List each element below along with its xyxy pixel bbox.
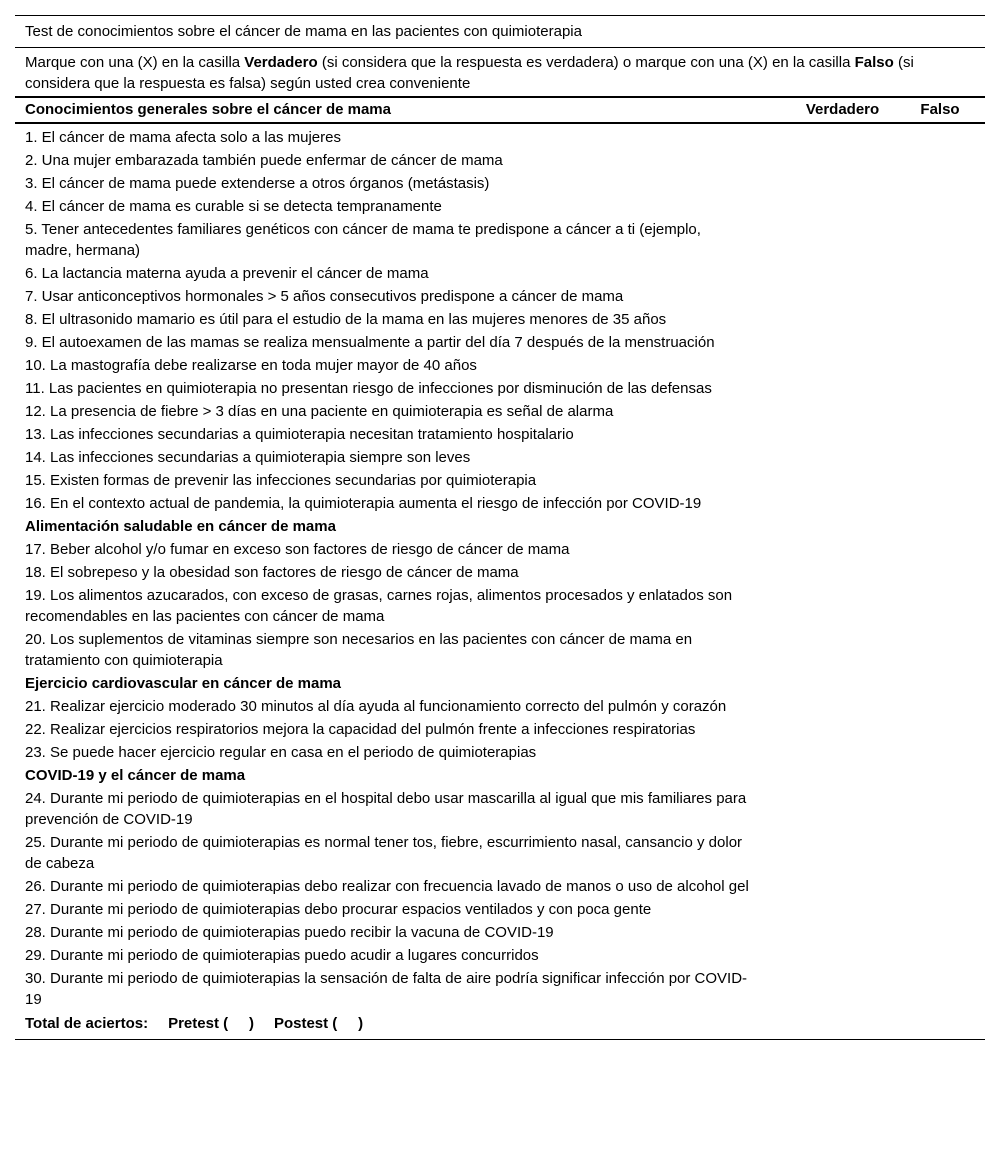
header-section-title: Conocimientos generales sobre el cáncer de mama <box>25 101 391 118</box>
section-row <box>15 515 985 538</box>
question-text: 19. Los alimentos azucarados, con exceso de grasas, carnes rojas, alimentos procesados y enlatados son recomendables en las pacientes con cáncer de mama <box>25 587 733 625</box>
table-header <box>15 96 985 124</box>
false-checkbox-cell[interactable] <box>895 492 975 515</box>
true-checkbox-cell[interactable] <box>750 195 895 218</box>
question-text: 5. Tener antecedentes familiares genéticos con cáncer de mama te predispone a cáncer a ti (ejemplo, madre, hermana) <box>25 221 701 259</box>
true-checkbox-cell[interactable] <box>750 469 895 492</box>
question-text: 23. Se puede hacer ejercicio regular en casa en el periodo de quimioterapias <box>25 744 537 761</box>
question-text: 6. La lactancia materna ayuda a prevenir el cáncer de mama <box>25 265 429 282</box>
question-row <box>15 831 985 875</box>
question-row <box>15 308 985 331</box>
question-row <box>15 126 985 149</box>
true-checkbox-cell[interactable] <box>750 944 895 967</box>
questionnaire-table <box>15 15 985 1040</box>
false-checkbox-cell[interactable] <box>895 126 975 149</box>
true-checkbox-cell[interactable] <box>750 898 895 921</box>
question-text: 7. Usar anticonceptivos hormonales > 5 años consecutivos predispone a cáncer de mama <box>25 288 624 305</box>
question-text: 8. El ultrasonido mamario es útil para el estudio de la mama en las mujeres menores de 35 años <box>25 311 667 328</box>
question-text: 26. Durante mi periodo de quimioterapias debo realizar con frecuencia lavado de manos o uso de alcohol gel <box>25 878 749 895</box>
question-row <box>15 561 985 584</box>
question-text: 4. El cáncer de mama es curable si se detecta tempranamente <box>25 198 442 215</box>
false-checkbox-cell[interactable] <box>895 944 975 967</box>
section-heading: Ejercicio cardiovascular en cáncer de mama <box>25 675 342 692</box>
question-row <box>15 218 985 262</box>
question-text: 17. Beber alcohol y/o fumar en exceso son factores de riesgo de cáncer de mama <box>25 541 570 558</box>
true-checkbox-cell[interactable] <box>750 921 895 944</box>
question-row <box>15 469 985 492</box>
true-checkbox-cell[interactable] <box>750 172 895 195</box>
header-true-column: Verdadero <box>805 101 880 118</box>
question-text: 25. Durante mi periodo de quimioterapias es normal tener tos, fiebre, escurrimiento nasal, cansancio y dolor de cabeza <box>25 834 743 872</box>
question-text: 13. Las infecciones secundarias a quimioterapia necesitan tratamiento hospitalario <box>25 426 574 443</box>
true-checkbox-cell[interactable] <box>750 492 895 515</box>
true-checkbox-cell[interactable] <box>750 538 895 561</box>
true-checkbox-cell[interactable] <box>750 149 895 172</box>
true-checkbox-cell[interactable] <box>750 718 895 741</box>
question-row <box>15 898 985 921</box>
true-checkbox-cell[interactable] <box>750 354 895 377</box>
false-checkbox-cell[interactable] <box>895 308 975 331</box>
question-row <box>15 944 985 967</box>
false-checkbox-cell[interactable] <box>895 584 975 628</box>
true-checkbox-cell[interactable] <box>750 561 895 584</box>
question-text: 29. Durante mi periodo de quimioterapias puedo acudir a lugares concurridos <box>25 947 539 964</box>
false-checkbox-cell[interactable] <box>895 469 975 492</box>
instructions-true-word: Verdadero <box>244 54 318 71</box>
question-text: 30. Durante mi periodo de quimioterapias la sensación de falta de aire podría significar infección por COVID-19 <box>25 970 748 1008</box>
question-text: 9. El autoexamen de las mamas se realiza mensualmente a partir del día 7 después de la menstruación <box>25 334 715 351</box>
question-text: 16. En el contexto actual de pandemia, la quimioterapia aumenta el riesgo de infección por COVID-19 <box>25 495 702 512</box>
question-row <box>15 446 985 469</box>
true-checkbox-cell[interactable] <box>750 262 895 285</box>
false-checkbox-cell[interactable] <box>895 377 975 400</box>
false-checkbox-cell[interactable] <box>895 787 975 831</box>
question-text: 22. Realizar ejercicios respiratorios mejora la capacidad del pulmón frente a infecciones respiratorias <box>25 721 696 738</box>
question-row <box>15 584 985 628</box>
question-row <box>15 921 985 944</box>
false-checkbox-cell[interactable] <box>895 446 975 469</box>
question-row <box>15 875 985 898</box>
question-row <box>15 172 985 195</box>
question-row <box>15 285 985 308</box>
pretest-field[interactable]: Pretest ( ) <box>168 1015 254 1032</box>
instructions-part2: (si considera que la respuesta es verdadera) o marque con una (X) en la casilla <box>317 54 855 71</box>
question-text: 14. Las infecciones secundarias a quimioterapia siempre son leves <box>25 449 471 466</box>
false-checkbox-cell[interactable] <box>895 400 975 423</box>
false-checkbox-cell[interactable] <box>895 718 975 741</box>
true-checkbox-cell[interactable] <box>750 126 895 149</box>
true-checkbox-cell[interactable] <box>750 331 895 354</box>
true-checkbox-cell[interactable] <box>750 285 895 308</box>
question-text: 2. Una mujer embarazada también puede enfermar de cáncer de mama <box>25 152 503 169</box>
true-checkbox-cell[interactable] <box>750 423 895 446</box>
instructions-part1: Marque con una (X) en la casilla <box>25 54 245 71</box>
true-checkbox-cell[interactable] <box>750 787 895 831</box>
question-row <box>15 354 985 377</box>
question-row <box>15 538 985 561</box>
question-row <box>15 787 985 831</box>
postest-field[interactable]: Postest ( ) <box>273 1015 364 1032</box>
false-checkbox-cell[interactable] <box>895 695 975 718</box>
question-row <box>15 695 985 718</box>
question-row <box>15 492 985 515</box>
question-row <box>15 149 985 172</box>
true-checkbox-cell[interactable] <box>750 628 895 672</box>
false-checkbox-cell[interactable] <box>895 898 975 921</box>
question-text: 10. La mastografía debe realizarse en toda mujer mayor de 40 años <box>25 357 477 374</box>
true-checkbox-cell[interactable] <box>750 218 895 262</box>
instructions-false-word: Falso <box>854 54 894 71</box>
question-row <box>15 741 985 764</box>
false-checkbox-cell[interactable] <box>895 218 975 262</box>
false-checkbox-cell[interactable] <box>895 831 975 875</box>
false-checkbox-cell[interactable] <box>895 172 975 195</box>
true-checkbox-cell[interactable] <box>750 967 895 1011</box>
section-row <box>15 764 985 787</box>
question-list <box>15 124 985 1011</box>
false-checkbox-cell[interactable] <box>895 561 975 584</box>
question-text: 15. Existen formas de prevenir las infecciones secundarias por quimioterapia <box>25 472 537 489</box>
question-text: 28. Durante mi periodo de quimioterapias puedo recibir la vacuna de COVID-19 <box>25 924 554 941</box>
question-text: 27. Durante mi periodo de quimioterapias debo procurar espacios ventilados y con poca gente <box>25 901 652 918</box>
false-checkbox-cell[interactable] <box>895 423 975 446</box>
question-text: 21. Realizar ejercicio moderado 30 minutos al día ayuda al funcionamiento correcto del pulmón y corazón <box>25 698 727 715</box>
section-heading: COVID-19 y el cáncer de mama <box>25 767 246 784</box>
instructions <box>15 48 985 96</box>
true-checkbox-cell[interactable] <box>750 308 895 331</box>
true-checkbox-cell[interactable] <box>750 400 895 423</box>
false-checkbox-cell[interactable] <box>895 195 975 218</box>
section-heading: Alimentación saludable en cáncer de mama <box>25 518 336 535</box>
false-checkbox-cell[interactable] <box>895 921 975 944</box>
false-checkbox-cell[interactable] <box>895 875 975 898</box>
total-label: Total de aciertos: <box>25 1015 149 1032</box>
instructions-part3: (si considera que la respuesta es falsa) según usted crea conveniente <box>25 54 914 92</box>
question-text: 20. Los suplementos de vitaminas siempre son necesarios en las pacientes con cáncer de mama en tratamiento con quimioterapia <box>25 631 693 669</box>
question-row <box>15 262 985 285</box>
question-text: 18. El sobrepeso y la obesidad son factores de riesgo de cáncer de mama <box>25 564 519 581</box>
false-checkbox-cell[interactable] <box>895 967 975 1011</box>
true-checkbox-cell[interactable] <box>750 875 895 898</box>
false-checkbox-cell[interactable] <box>895 628 975 672</box>
section-row <box>15 672 985 695</box>
question-text: 3. El cáncer de mama puede extenderse a otros órganos (metástasis) <box>25 175 490 192</box>
false-checkbox-cell[interactable] <box>895 331 975 354</box>
question-text: 11. Las pacientes en quimioterapia no presentan riesgo de infecciones por disminución de las defensas <box>25 380 712 397</box>
false-checkbox-cell[interactable] <box>895 285 975 308</box>
question-row <box>15 423 985 446</box>
question-row <box>15 195 985 218</box>
question-row <box>15 331 985 354</box>
question-row <box>15 377 985 400</box>
question-text: 12. La presencia de fiebre > 3 días en una paciente en quimioterapia es señal de alarma <box>25 403 614 420</box>
true-checkbox-cell[interactable] <box>750 831 895 875</box>
total-row <box>15 1011 985 1040</box>
question-text: 1. El cáncer de mama afecta solo a las mujeres <box>25 129 341 146</box>
question-row <box>15 967 985 1011</box>
question-row <box>15 628 985 672</box>
true-checkbox-cell[interactable] <box>750 377 895 400</box>
header-false-column: Falso <box>920 101 960 118</box>
table-title: Test de conocimientos sobre el cáncer de mama en las pacientes con quimioterapia <box>15 16 985 48</box>
false-checkbox-cell[interactable] <box>895 149 975 172</box>
true-checkbox-cell[interactable] <box>750 741 895 764</box>
true-checkbox-cell[interactable] <box>750 695 895 718</box>
false-checkbox-cell[interactable] <box>895 741 975 764</box>
true-checkbox-cell[interactable] <box>750 446 895 469</box>
question-row <box>15 718 985 741</box>
question-text: 24. Durante mi periodo de quimioterapias en el hospital debo usar mascarilla al igual que mis familiares para prevención de COVID-19 <box>25 790 747 828</box>
question-row <box>15 400 985 423</box>
false-checkbox-cell[interactable] <box>895 354 975 377</box>
false-checkbox-cell[interactable] <box>895 262 975 285</box>
true-checkbox-cell[interactable] <box>750 584 895 628</box>
false-checkbox-cell[interactable] <box>895 538 975 561</box>
